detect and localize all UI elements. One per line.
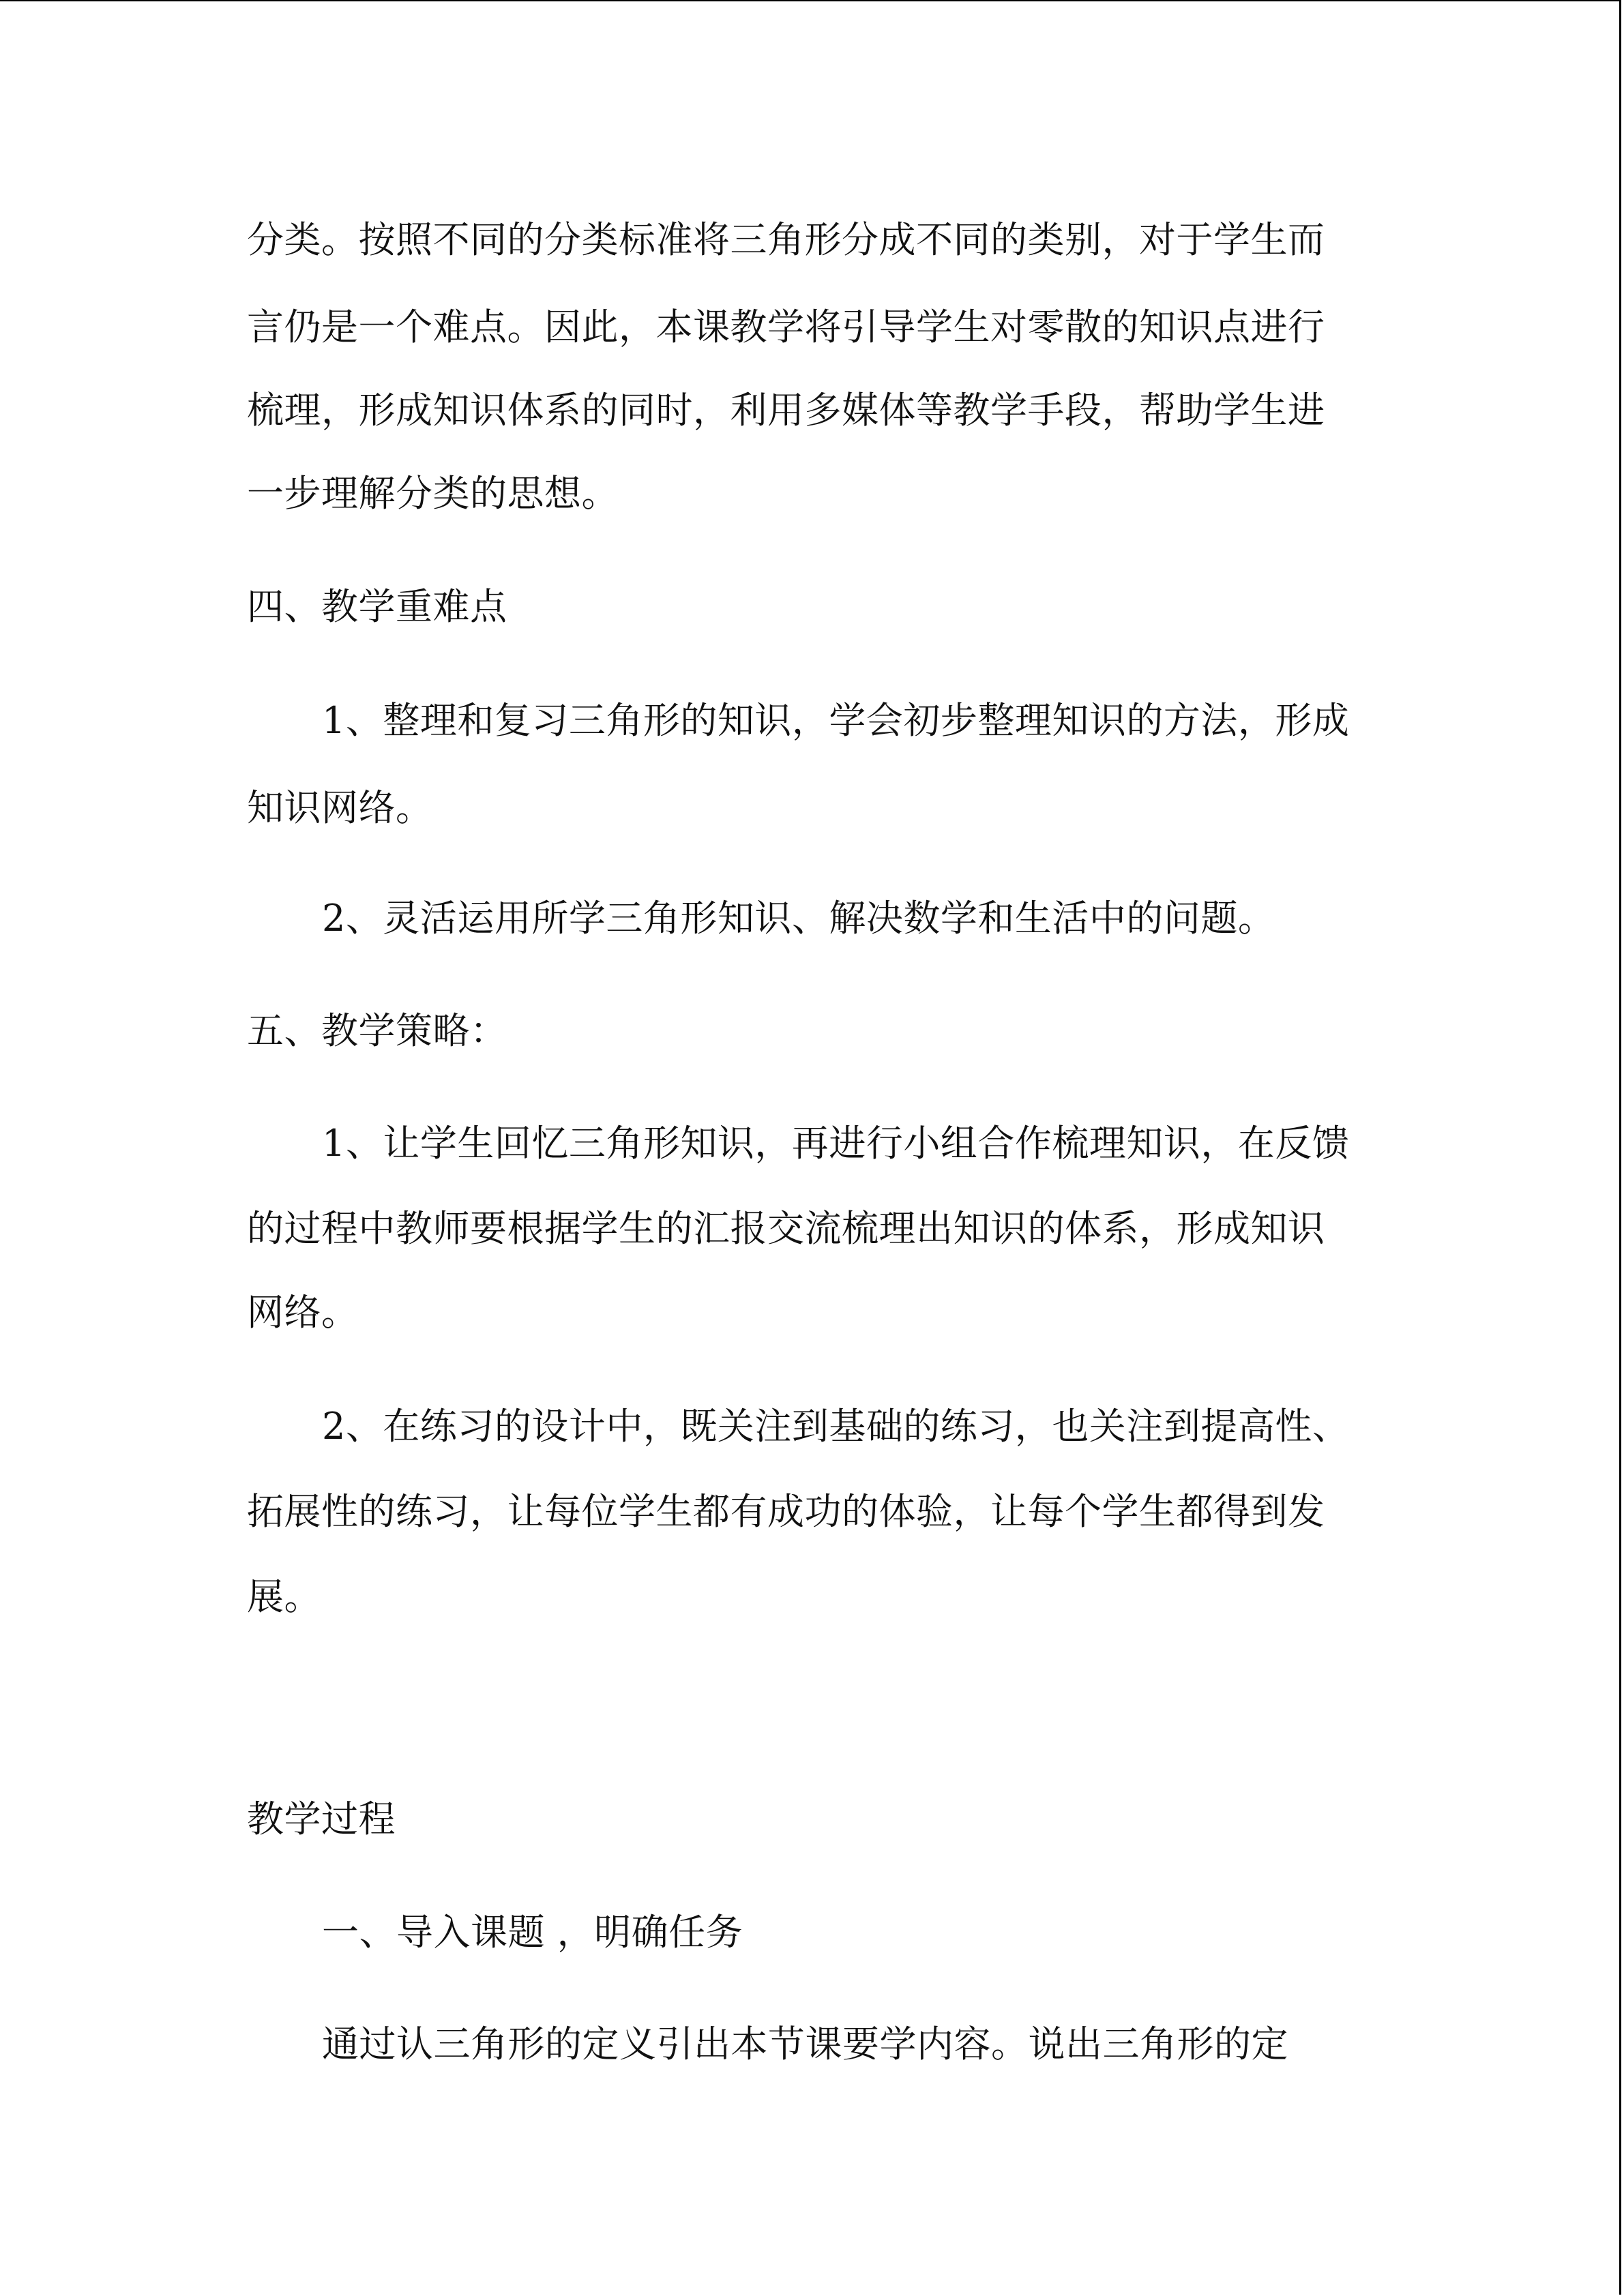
- list-item-line: 的过程中教师要根据学生的汇报交流梳理出知识的体系，形成知识: [247, 1207, 1325, 1250]
- list-item-line: 2、在练习的设计中，既关注到基础的练习，也关注到提高性、: [322, 1405, 1350, 1448]
- section-heading: 四、教学重难点: [247, 585, 507, 628]
- section-heading: 教学过程: [247, 1798, 396, 1840]
- list-item-line: 知识网络。: [247, 786, 433, 829]
- list-item-line: 展。: [247, 1575, 321, 1618]
- section-heading: 五、教学策略：: [247, 1009, 507, 1052]
- list-item-line: 1、让学生回忆三角形知识，再进行小组合作梳理知识，在反馈: [322, 1122, 1350, 1165]
- list-item-line: 1、整理和复习三角形的知识，学会初步整理知识的方法，形成: [322, 699, 1350, 742]
- paragraph-line: 言仍是一个难点。因此，本课教学将引导学生对零散的知识点进行: [247, 305, 1325, 348]
- paragraph-line: 梳理，形成知识体系的同时，利用多媒体等教学手段，帮助学生进: [247, 389, 1325, 432]
- paragraph-line: 一步理解分类的思想。: [247, 472, 619, 515]
- paragraph-line: 分类。按照不同的分类标准将三角形分成不同的类别，对于学生而: [247, 218, 1325, 261]
- list-item-line: 拓展性的练习，让每位学生都有成功的体验，让每个学生都得到发: [247, 1490, 1325, 1533]
- list-item-line: 网络。: [247, 1291, 359, 1334]
- sub-heading: 一、导入课题 ，明确任务: [322, 1911, 743, 1954]
- list-item-line: 2、灵活运用所学三角形知识、解决数学和生活中的问题。: [322, 897, 1275, 940]
- paragraph-line: 通过认三角形的定义引出本节课要学内容。说出三角形的定: [322, 2023, 1288, 2066]
